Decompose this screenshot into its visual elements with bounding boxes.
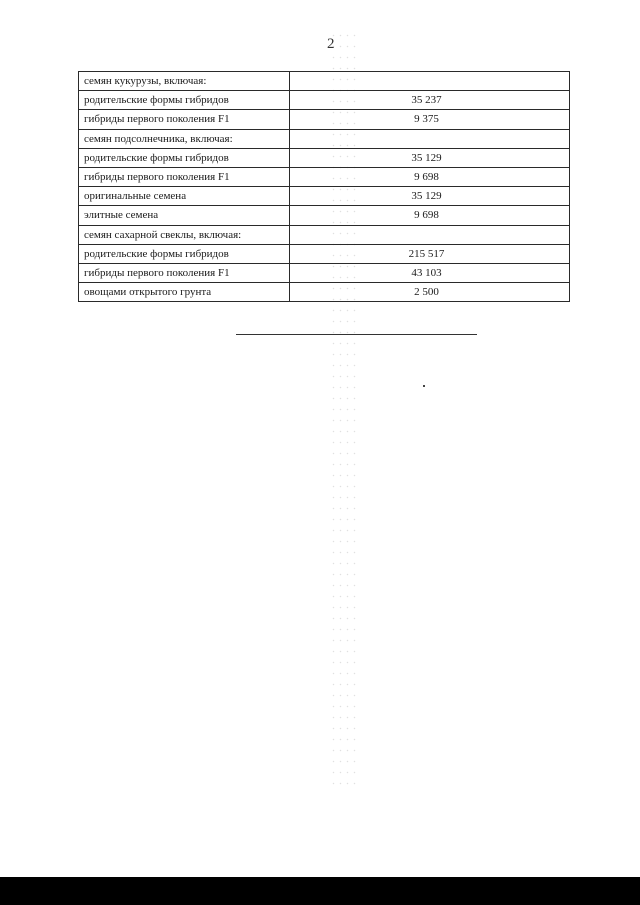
row-label: оригинальные семена	[79, 187, 290, 206]
row-label: овощами открытого грунта	[79, 283, 290, 302]
row-label: гибриды первого поколения F1	[79, 167, 290, 186]
table-row	[79, 206, 570, 225]
row-value: 9 375	[290, 110, 570, 129]
row-value	[290, 225, 570, 244]
table-row	[79, 187, 570, 206]
table-row	[79, 283, 570, 302]
row-value: 35 237	[290, 91, 570, 110]
row-value	[290, 129, 570, 148]
row-label: семян подсолнечника, включая:	[79, 129, 290, 148]
row-value: 2 500	[290, 283, 570, 302]
table-row	[79, 263, 570, 282]
table-row	[79, 244, 570, 263]
table-row	[79, 72, 570, 91]
seed-quota-table	[78, 71, 570, 302]
row-value: 35 129	[290, 148, 570, 167]
page-number: 2	[327, 36, 335, 52]
table-row	[79, 110, 570, 129]
table-row	[79, 129, 570, 148]
row-value: 35 129	[290, 187, 570, 206]
end-separator-line	[236, 334, 477, 335]
table-row	[79, 91, 570, 110]
table-row	[79, 225, 570, 244]
table-row	[79, 167, 570, 186]
row-label: родительские формы гибридов	[79, 91, 290, 110]
row-value: 9 698	[290, 206, 570, 225]
row-value: 9 698	[290, 167, 570, 186]
row-label: родительские формы гибридов	[79, 244, 290, 263]
scan-bottom-border	[0, 877, 640, 905]
row-value	[290, 72, 570, 91]
scan-speck	[423, 385, 425, 387]
row-label: семян сахарной свеклы, включая:	[79, 225, 290, 244]
row-label: элитные семена	[79, 206, 290, 225]
row-label: семян кукурузы, включая:	[79, 72, 290, 91]
row-label: гибриды первого поколения F1	[79, 110, 290, 129]
row-label: гибриды первого поколения F1	[79, 263, 290, 282]
table-row	[79, 148, 570, 167]
row-label: родительские формы гибридов	[79, 148, 290, 167]
row-value: 43 103	[290, 263, 570, 282]
row-value: 215 517	[290, 244, 570, 263]
